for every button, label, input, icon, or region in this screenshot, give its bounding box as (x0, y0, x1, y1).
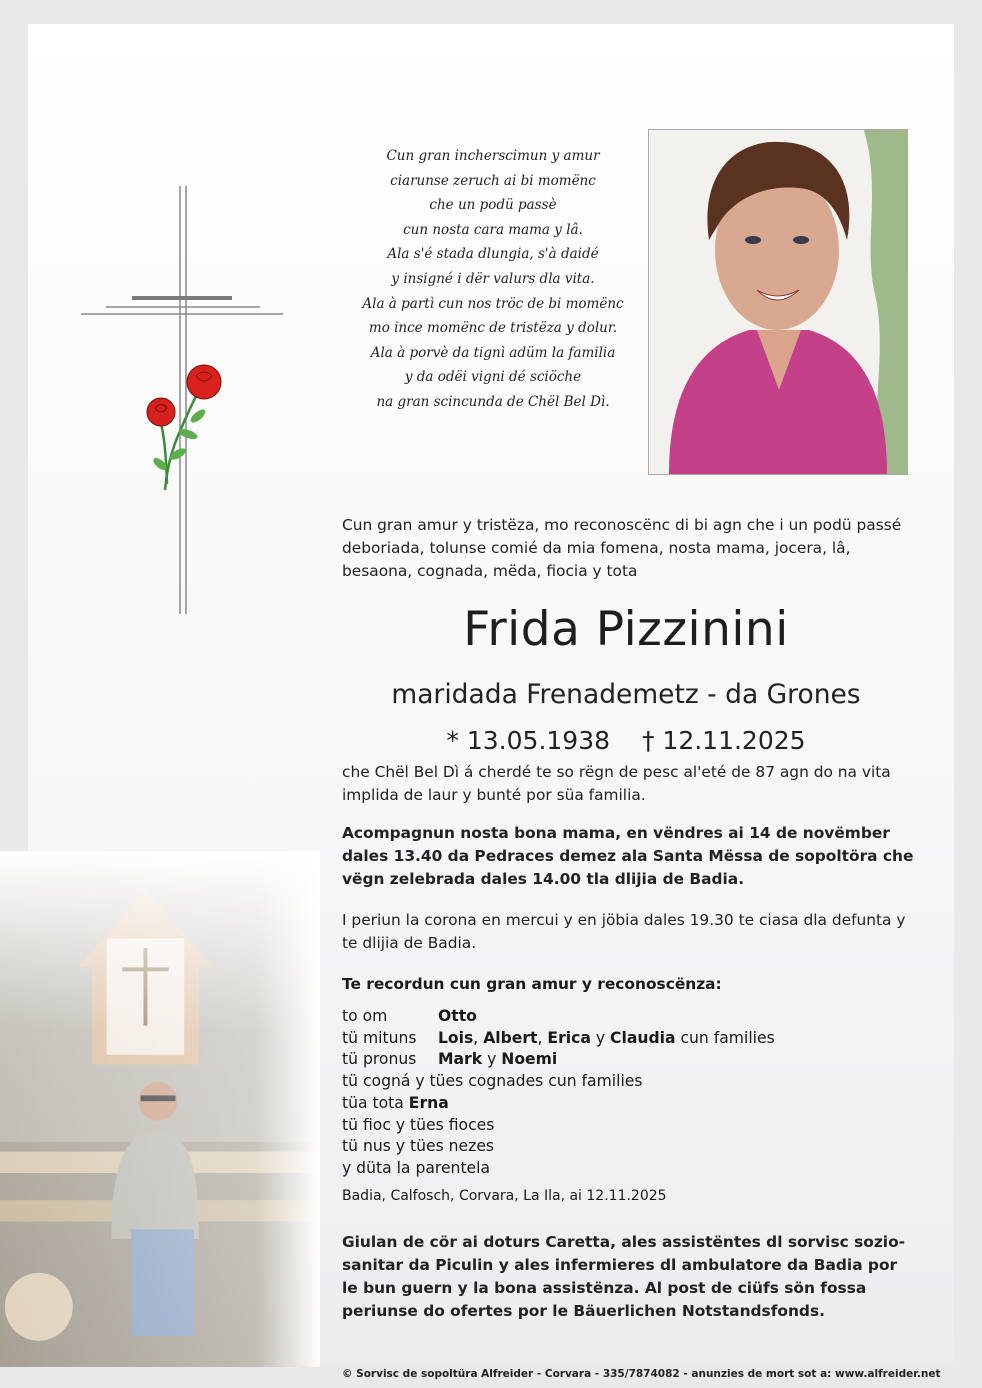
family-name: , (537, 1028, 548, 1047)
family-row (342, 1049, 775, 1071)
family-name: y (590, 1028, 611, 1047)
family-name: Albert (483, 1028, 538, 1047)
death-date: † 12.11.2025 (641, 726, 806, 755)
poem-line: y insigné i dër valurs dla vita. (391, 270, 595, 287)
family-relation: to om (342, 1007, 388, 1025)
poem-line: na gran scincunda de Chël Bel Dì. (376, 393, 610, 410)
family-name: tü nus y tües nezes (342, 1137, 495, 1156)
family-name: Claudia (610, 1028, 676, 1047)
poem-line: Cun gran incherscimun y amur (386, 148, 600, 164)
family-name: cun families (675, 1028, 775, 1047)
family-name: tü cogná y tües cognades cun families (342, 1072, 643, 1091)
wayside-shrine-photo (0, 830, 320, 1388)
family-name: y düta la parentela (342, 1158, 491, 1177)
family-row (342, 1093, 775, 1115)
life-dates (328, 726, 924, 755)
poem-line: y da odëi vigni dé sciöche (404, 369, 582, 386)
family-row (342, 1158, 775, 1180)
footer-credit: © Sorvisc de sopoltüra Alfreider - Corvara - 335/7874082 - anunzies de mort sot a: www.alfreider.net (342, 1368, 941, 1380)
family-row (342, 1136, 775, 1158)
poem-line: ciarunse zeruch ai bi momënc (390, 172, 596, 189)
family-name: tü fioc y tües fioces (342, 1115, 495, 1134)
family-name: Lois (438, 1028, 474, 1047)
family-title: Te recordun cun gran amur y reconoscënza: (342, 975, 722, 993)
family-name: Erna (408, 1093, 449, 1112)
family-name: , (473, 1028, 484, 1047)
family-list (342, 1006, 775, 1180)
poem-line: Ala à porvè da tignì adüm la familia (370, 344, 616, 361)
birth-date: * 13.05.1938 (446, 726, 611, 755)
poem-line: che un podü passè (429, 197, 557, 214)
family-name: Noemi (501, 1050, 558, 1069)
family-name: Mark (438, 1050, 483, 1069)
family-row (342, 1115, 775, 1137)
poem-line: Ala à partì cun nos tröc de bi momënc (362, 295, 624, 312)
poem-line: cun nosta cara mama y lâ. (403, 221, 583, 238)
poem-line: mo ince momënc de tristëza y dolur. (368, 320, 618, 337)
age-paragraph: che Chël Bel Dì á cherdé te so rëgn de pesc al'eté de 87 agn do na vita implida de laur y bunté por süa familia. (342, 763, 891, 804)
funeral-paragraph: Acompagnun nosta bona mama, en vëndres ai 14 de novëmber dales 13.40 da Pedraces demez ala Santa Mëssa de sopoltöra che vëgn zelebrada dales 14.00 tla dlijia de Badia. (342, 824, 914, 888)
portrait-photo (648, 129, 908, 475)
family-row (342, 1028, 775, 1050)
rosary-paragraph: I periun la corona en mercui y en jöbia dales 19.30 te ciasa dla defunta y te dlijia de Badia. (342, 911, 906, 952)
family-name: Erica (547, 1028, 591, 1047)
family-row (342, 1006, 775, 1028)
intro-paragraph: Cun gran amur y tristëza, mo reconoscënc di bi agn che i un podü passé deboriada, tolunse comié da mia fomena, nosta mama, jocera, lâ, besaona, cognada, mëda, fiocia y tota (342, 516, 902, 580)
obituary-sheet (28, 24, 954, 1380)
family-relation: tü mituns (342, 1028, 417, 1047)
poem-line: Ala s'é stada dlungia, s'à daidé (387, 246, 599, 263)
family-name: tüa tota (342, 1093, 409, 1112)
family-row (342, 1071, 775, 1093)
deceased-name: Frida Pizzinini (463, 602, 789, 657)
family-name: y (482, 1050, 502, 1069)
cross-with-roses-icon (28, 24, 328, 644)
family-name: Otto (438, 1007, 477, 1025)
maiden-name: maridada Frenademetz - da Grones (391, 679, 861, 710)
family-relation: tü pronus (342, 1050, 417, 1069)
thanks-paragraph: Giulan de cör ai doturs Caretta, ales assistëntes dl sorvisc sozio-sanitar da Piculin y ales infermieres dl ambulatore da Badia por le bun guern y la bona assistënza. Al post de ciüfs sön fossa periunse do ofertes por le Bäuerlichen Notstandsfonds. (342, 1233, 906, 1320)
place-date: Badia, Calfosch, Corvara, La Ila, ai 12.11.2025 (342, 1188, 667, 1204)
memorial-poem (328, 144, 658, 415)
